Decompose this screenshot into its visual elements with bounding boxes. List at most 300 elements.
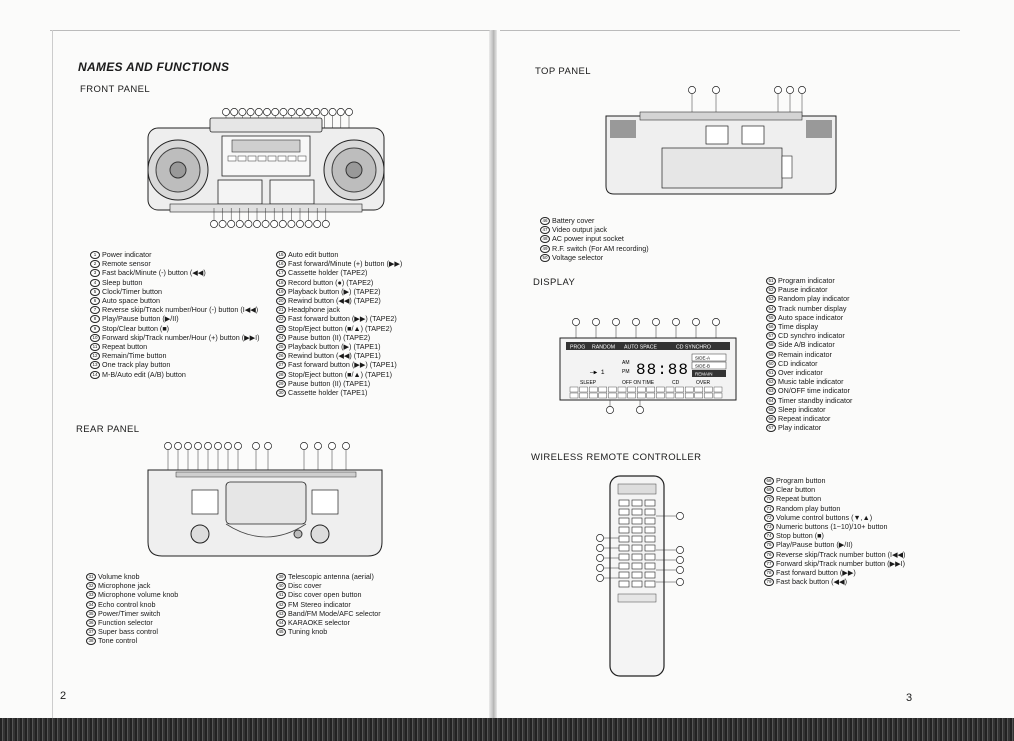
remote-key-icon bbox=[619, 572, 629, 578]
front-panel-illustration bbox=[140, 108, 390, 228]
callout-number-icon: 18 bbox=[276, 279, 286, 287]
legend-label: Power/Timer switch bbox=[98, 608, 161, 618]
music-table-cell bbox=[685, 393, 693, 398]
remote-key-icon bbox=[619, 527, 629, 533]
remote-key-icon bbox=[645, 572, 655, 578]
callout-number-icon: 74 bbox=[764, 532, 774, 540]
callout-marker-icon bbox=[596, 574, 603, 581]
callout-number-icon: 58 bbox=[766, 341, 776, 349]
callout-marker-icon bbox=[288, 220, 295, 227]
legend-label: Video output jack bbox=[552, 225, 608, 235]
display-off-on-time: OFF ON TIME bbox=[622, 380, 655, 386]
legend-item bbox=[276, 360, 452, 369]
callout-number-icon: 27 bbox=[276, 361, 286, 369]
legend-label: Disc cover open button bbox=[288, 590, 362, 600]
callout-marker-icon bbox=[676, 556, 683, 563]
remote-key-icon bbox=[645, 518, 655, 524]
legend-item bbox=[766, 294, 946, 303]
music-table-cell bbox=[580, 393, 588, 398]
callout-number-icon: 75 bbox=[764, 541, 774, 549]
callout-number-icon: 35 bbox=[86, 610, 96, 618]
legend-label: Headphone jack bbox=[288, 305, 340, 315]
legend-label: Battery cover bbox=[552, 216, 595, 225]
legend-item bbox=[90, 296, 266, 305]
music-table-cell bbox=[589, 387, 597, 392]
callout-marker-icon bbox=[676, 546, 683, 553]
display-illustration bbox=[540, 316, 740, 416]
remote-legend bbox=[764, 476, 954, 586]
legend-item bbox=[764, 531, 954, 540]
legend-item bbox=[86, 636, 256, 645]
legend-item bbox=[276, 268, 452, 277]
music-table-cell bbox=[647, 393, 655, 398]
callout-number-icon: 6 bbox=[90, 297, 100, 305]
right-speaker bbox=[324, 140, 384, 200]
legend-label: KARAOKE selector bbox=[288, 618, 350, 628]
legend-label: Power indicator bbox=[102, 250, 152, 259]
callout-marker-icon bbox=[210, 220, 217, 227]
legend-item bbox=[90, 268, 266, 277]
callout-number-icon: 76 bbox=[764, 551, 774, 559]
callout-number-icon: 44 bbox=[276, 619, 286, 627]
remote-key-icon bbox=[619, 563, 629, 569]
legend-item bbox=[276, 572, 456, 581]
callout-number-icon: 1 bbox=[90, 251, 100, 259]
legend-label: Auto space indicator bbox=[778, 312, 844, 322]
callout-marker-icon bbox=[194, 442, 201, 449]
callout-marker-icon bbox=[676, 578, 683, 585]
callout-marker-icon bbox=[264, 442, 271, 449]
display-top-tag: RANDOM bbox=[592, 344, 616, 351]
page-gutter bbox=[489, 30, 497, 720]
top-rule-right bbox=[500, 30, 960, 31]
legend-item bbox=[90, 250, 266, 259]
legend-label: Random play button bbox=[776, 503, 841, 513]
callout-number-icon: 11 bbox=[90, 343, 100, 351]
music-table-cell bbox=[714, 393, 722, 398]
legend-label: Forward skip/Track number/Hour (+) button (▶▶I) bbox=[102, 332, 260, 342]
remote-key-icon bbox=[632, 554, 642, 560]
legend-label: M-B/Auto edit (A/B) button bbox=[102, 369, 186, 379]
callout-marker-icon bbox=[329, 108, 336, 115]
callout-marker-icon bbox=[596, 544, 603, 551]
remote-key-icon bbox=[645, 509, 655, 515]
legend-item bbox=[276, 379, 452, 388]
display-side-a: SIDE-A bbox=[695, 355, 711, 361]
callout-marker-icon bbox=[676, 566, 683, 573]
music-table-cell bbox=[676, 387, 684, 392]
remote-key-icon bbox=[632, 509, 642, 515]
legend-label: Tone control bbox=[98, 636, 138, 646]
legend-label: Remain indicator bbox=[778, 349, 832, 359]
rear-panel-legend-right bbox=[276, 572, 456, 636]
legend-label: Volume knob bbox=[98, 572, 140, 581]
callout-number-icon: 57 bbox=[766, 332, 776, 340]
legend-label: Cassette holder (TAPE1) bbox=[288, 388, 368, 398]
music-table-cell bbox=[628, 393, 636, 398]
legend-item bbox=[764, 550, 954, 559]
callout-number-icon: 30 bbox=[276, 389, 286, 397]
legend-item bbox=[766, 313, 946, 322]
legend-item bbox=[766, 331, 946, 340]
legend-label: Telescopic antenna (aerial) bbox=[288, 572, 374, 581]
callout-number-icon: 34 bbox=[86, 601, 96, 609]
legend-item bbox=[764, 485, 954, 494]
legend-item bbox=[86, 600, 256, 609]
remote-key-icon bbox=[619, 554, 629, 560]
legend-item bbox=[766, 405, 946, 414]
callout-marker-icon bbox=[255, 108, 262, 115]
callout-number-icon: 5 bbox=[90, 288, 100, 296]
callout-number-icon: 17 bbox=[276, 269, 286, 277]
callout-number-icon: 78 bbox=[764, 569, 774, 577]
remote-key-icon bbox=[632, 545, 642, 551]
legend-label: Playback button (▶) (TAPE2) bbox=[288, 286, 381, 296]
callout-number-icon: 79 bbox=[764, 578, 774, 586]
remote-key-icon bbox=[632, 527, 642, 533]
legend-item bbox=[766, 359, 946, 368]
display-remain: REMAIN bbox=[695, 371, 713, 377]
callout-number-icon: 22 bbox=[276, 315, 286, 323]
legend-label: Play indicator bbox=[778, 423, 822, 433]
left-speaker bbox=[148, 140, 208, 200]
legend-item bbox=[276, 609, 456, 618]
callout-number-icon: 46 bbox=[540, 217, 550, 225]
legend-item bbox=[90, 287, 266, 296]
callout-number-icon: 48 bbox=[540, 235, 550, 243]
callout-number-icon: 62 bbox=[766, 378, 776, 386]
callout-marker-icon bbox=[786, 86, 793, 93]
legend-label: Stop/Eject button (■/▲) (TAPE1) bbox=[288, 369, 392, 379]
remote-key-icon bbox=[619, 581, 629, 587]
display-top-tag: CD SYNCHRO bbox=[676, 344, 711, 351]
music-table-cell bbox=[599, 393, 607, 398]
legend-label: Numeric buttons (1~10)/10+ button bbox=[776, 522, 888, 532]
legend-label: Remain/Time button bbox=[102, 351, 167, 361]
music-table-cell bbox=[608, 393, 616, 398]
legend-label: Auto space button bbox=[102, 296, 160, 306]
callout-number-icon: 12 bbox=[90, 352, 100, 360]
callout-marker-icon bbox=[272, 108, 279, 115]
music-table-cell bbox=[695, 387, 703, 392]
callout-marker-icon bbox=[592, 318, 599, 325]
callout-number-icon: 72 bbox=[764, 514, 774, 522]
legend-item bbox=[90, 342, 266, 351]
legend-label: Fast back button (◀◀) bbox=[776, 577, 847, 587]
callout-marker-icon bbox=[279, 220, 286, 227]
callout-number-icon: 32 bbox=[86, 582, 96, 590]
callout-number-icon: 66 bbox=[766, 415, 776, 423]
callout-marker-icon bbox=[263, 108, 270, 115]
remote-key-icon bbox=[645, 536, 655, 542]
legend-item bbox=[764, 568, 954, 577]
remote-key-icon bbox=[619, 536, 629, 542]
legend-label: Pause button (II) (TAPE1) bbox=[288, 378, 371, 388]
legend-label: Fast forward/Minute (+) button (▶▶) bbox=[288, 259, 403, 269]
callout-number-icon: 51 bbox=[766, 277, 776, 285]
legend-item bbox=[764, 522, 954, 531]
callout-number-icon: 68 bbox=[764, 477, 774, 485]
music-table-cell bbox=[637, 393, 645, 398]
remote-key-icon bbox=[632, 536, 642, 542]
legend-label: Random play indicator bbox=[778, 294, 850, 304]
display-play-arrow: —▶ 1 bbox=[590, 369, 605, 376]
legend-item bbox=[764, 540, 954, 549]
legend-label: R.F. switch (For AM recording) bbox=[552, 243, 649, 253]
remote-key-icon bbox=[645, 545, 655, 551]
legend-label: One track play button bbox=[102, 360, 171, 370]
legend-label: Tuning knob bbox=[288, 627, 328, 637]
legend-item bbox=[90, 370, 266, 379]
callout-marker-icon bbox=[612, 318, 619, 325]
callout-marker-icon bbox=[245, 220, 252, 227]
music-table-cell bbox=[647, 387, 655, 392]
legend-label: Program button bbox=[776, 476, 826, 485]
legend-label: Microphone volume knob bbox=[98, 590, 179, 600]
music-table-cell bbox=[618, 393, 626, 398]
legend-item bbox=[86, 609, 256, 618]
callout-number-icon: 63 bbox=[766, 387, 776, 395]
callout-marker-icon bbox=[300, 442, 307, 449]
callout-marker-icon bbox=[712, 318, 719, 325]
callout-number-icon: 3 bbox=[90, 269, 100, 277]
legend-label: Timer standby indicator bbox=[778, 395, 853, 405]
legend-item bbox=[540, 244, 740, 253]
display-pm: PM bbox=[622, 369, 630, 375]
remote-key-icon bbox=[619, 545, 629, 551]
scan-border-strip bbox=[0, 718, 1014, 741]
legend-item bbox=[276, 618, 456, 627]
music-table-cell bbox=[666, 393, 674, 398]
callout-marker-icon bbox=[314, 442, 321, 449]
callout-marker-icon bbox=[774, 86, 781, 93]
legend-item bbox=[276, 278, 452, 287]
callout-number-icon: 64 bbox=[766, 397, 776, 405]
callout-marker-icon bbox=[672, 318, 679, 325]
front-panel-legend-right bbox=[276, 250, 452, 397]
remote-key-icon bbox=[645, 581, 655, 587]
legend-item bbox=[766, 396, 946, 405]
page-number-left: 2 bbox=[60, 690, 67, 702]
callout-number-icon: 4 bbox=[90, 279, 100, 287]
callout-marker-icon bbox=[247, 108, 254, 115]
legend-label: Stop button (■) bbox=[776, 531, 824, 541]
legend-item bbox=[90, 305, 266, 314]
legend-item bbox=[766, 386, 946, 395]
callout-marker-icon bbox=[596, 564, 603, 571]
display-top-tag: AUTO SPACE bbox=[624, 344, 657, 351]
callout-number-icon: 15 bbox=[276, 251, 286, 259]
legend-item bbox=[86, 572, 256, 581]
music-table-cell bbox=[637, 387, 645, 392]
music-table-cell bbox=[695, 393, 703, 398]
music-table-cell bbox=[685, 387, 693, 392]
legend-label: Fast back/Minute (-) button (◀◀) bbox=[102, 268, 206, 278]
callout-number-icon: 49 bbox=[540, 245, 550, 253]
callout-marker-icon bbox=[328, 442, 335, 449]
callout-number-icon: 28 bbox=[276, 371, 286, 379]
music-table-cell bbox=[676, 393, 684, 398]
legend-label: AC power input socket bbox=[552, 234, 624, 244]
front-panel-heading: FRONT PANEL bbox=[80, 84, 151, 95]
legend-item bbox=[766, 276, 946, 285]
callout-marker-icon bbox=[572, 318, 579, 325]
callout-marker-icon bbox=[321, 108, 328, 115]
legend-item bbox=[766, 414, 946, 423]
remote-key-icon bbox=[619, 500, 629, 506]
callout-number-icon: 54 bbox=[766, 305, 776, 313]
callout-number-icon: 8 bbox=[90, 315, 100, 323]
remote-key-icon bbox=[632, 572, 642, 578]
legend-label: Program indicator bbox=[778, 276, 835, 285]
callout-number-icon: 7 bbox=[90, 306, 100, 314]
legend-label: Over indicator bbox=[778, 368, 823, 378]
legend-item bbox=[766, 322, 946, 331]
callout-number-icon: 53 bbox=[766, 295, 776, 303]
remote-heading: WIRELESS REMOTE CONTROLLER bbox=[531, 452, 702, 463]
callout-marker-icon bbox=[596, 554, 603, 561]
legend-label: Forward skip/Track number button (▶▶I) bbox=[776, 558, 906, 568]
legend-item bbox=[540, 234, 740, 243]
callout-number-icon: 19 bbox=[276, 288, 286, 296]
legend-label: FM Stereo indicator bbox=[288, 599, 351, 609]
display-sleep: SLEEP bbox=[580, 380, 597, 386]
legend-label: Repeat indicator bbox=[778, 414, 831, 424]
callout-number-icon: 59 bbox=[766, 351, 776, 359]
legend-label: Super bass control bbox=[98, 627, 158, 637]
callout-number-icon: 41 bbox=[276, 591, 286, 599]
legend-item bbox=[766, 350, 946, 359]
callout-marker-icon bbox=[219, 220, 226, 227]
legend-item bbox=[90, 324, 266, 333]
legend-label: Function selector bbox=[98, 618, 153, 628]
music-table-cell bbox=[666, 387, 674, 392]
remote-key-icon bbox=[632, 581, 642, 587]
rear-panel-heading: REAR PANEL bbox=[76, 424, 140, 435]
callout-number-icon: 31 bbox=[86, 573, 96, 581]
remote-key-icon bbox=[632, 563, 642, 569]
legend-item bbox=[276, 324, 452, 333]
legend-item bbox=[90, 360, 266, 369]
legend-label: Cassette holder (TAPE2) bbox=[288, 268, 368, 278]
legend-item bbox=[764, 504, 954, 513]
legend-item bbox=[90, 314, 266, 323]
legend-label: Stop/Eject button (■/▲) (TAPE2) bbox=[288, 323, 392, 333]
legend-item bbox=[276, 296, 452, 305]
legend-label: Play/Pause button (▶/II) bbox=[776, 540, 853, 550]
callout-marker-icon bbox=[652, 318, 659, 325]
callout-number-icon: 60 bbox=[766, 360, 776, 368]
callout-marker-icon bbox=[239, 108, 246, 115]
legend-item bbox=[276, 333, 452, 342]
legend-item bbox=[766, 423, 946, 432]
callout-marker-icon bbox=[234, 442, 241, 449]
legend-label: Auto edit button bbox=[288, 250, 339, 259]
callout-number-icon: 50 bbox=[540, 254, 550, 262]
remote-key-icon bbox=[645, 527, 655, 533]
rear-panel-legend-left bbox=[86, 572, 256, 646]
display-am: AM bbox=[622, 360, 630, 366]
legend-item bbox=[276, 627, 456, 636]
display-over: OVER bbox=[696, 380, 711, 386]
legend-item bbox=[276, 305, 452, 314]
callout-number-icon: 38 bbox=[86, 637, 96, 645]
legend-label: Reverse skip/Track number button (I◀◀) bbox=[776, 549, 906, 559]
music-table-cell bbox=[714, 387, 722, 392]
display-legend bbox=[766, 276, 946, 432]
music-table-cell bbox=[704, 393, 712, 398]
legend-label: Fast forward button (▶▶) (TAPE2) bbox=[288, 314, 397, 324]
legend-label: Rewind button (◀◀) (TAPE2) bbox=[288, 296, 381, 306]
legend-item bbox=[90, 351, 266, 360]
legend-item bbox=[540, 216, 740, 225]
callout-marker-icon bbox=[231, 108, 238, 115]
callout-marker-icon bbox=[214, 442, 221, 449]
top-rule-left bbox=[50, 30, 490, 31]
callout-marker-icon bbox=[337, 108, 344, 115]
music-table-cell bbox=[570, 387, 578, 392]
callout-number-icon: 71 bbox=[764, 505, 774, 513]
legend-item bbox=[766, 285, 946, 294]
legend-label: Repeat button bbox=[776, 494, 822, 504]
top-panel-legend bbox=[540, 216, 740, 262]
remote-key-icon bbox=[619, 518, 629, 524]
legend-label: Time display bbox=[778, 322, 819, 332]
legend-item bbox=[276, 250, 452, 259]
legend-item bbox=[86, 581, 256, 590]
callout-number-icon: 67 bbox=[766, 424, 776, 432]
music-table-cell bbox=[589, 393, 597, 398]
legend-item bbox=[764, 559, 954, 568]
callout-number-icon: 21 bbox=[276, 306, 286, 314]
callout-marker-icon bbox=[606, 406, 613, 413]
callout-number-icon: 26 bbox=[276, 352, 286, 360]
legend-item bbox=[86, 590, 256, 599]
front-panel-legend-left bbox=[90, 250, 266, 379]
callout-number-icon: 16 bbox=[276, 260, 286, 268]
remote-illustration bbox=[592, 472, 702, 682]
music-table-cell bbox=[656, 393, 664, 398]
callout-marker-icon bbox=[688, 86, 695, 93]
legend-item bbox=[764, 577, 954, 586]
callout-number-icon: 65 bbox=[766, 406, 776, 414]
callout-marker-icon bbox=[252, 442, 259, 449]
callout-number-icon: 36 bbox=[86, 619, 96, 627]
callout-marker-icon bbox=[174, 442, 181, 449]
legend-label: Clear button bbox=[776, 485, 816, 495]
callout-number-icon: 10 bbox=[90, 334, 100, 342]
legend-item bbox=[764, 513, 954, 522]
callout-marker-icon bbox=[305, 220, 312, 227]
legend-item bbox=[276, 600, 456, 609]
legend-label: ON/OFF time indicator bbox=[778, 386, 850, 396]
legend-item bbox=[276, 314, 452, 323]
remote-key-icon bbox=[619, 509, 629, 515]
music-table-cell bbox=[608, 387, 616, 392]
legend-item bbox=[766, 304, 946, 313]
callout-marker-icon bbox=[596, 534, 603, 541]
callout-marker-icon bbox=[228, 220, 235, 227]
callout-number-icon: 13 bbox=[90, 361, 100, 369]
remote-key-icon bbox=[645, 500, 655, 506]
callout-marker-icon bbox=[236, 220, 243, 227]
legend-item bbox=[276, 351, 452, 360]
legend-label: Stop/Clear button (■) bbox=[102, 323, 170, 333]
callout-marker-icon bbox=[271, 220, 278, 227]
callout-number-icon: 39 bbox=[276, 573, 286, 581]
callout-number-icon: 24 bbox=[276, 334, 286, 342]
callout-marker-icon bbox=[164, 442, 171, 449]
